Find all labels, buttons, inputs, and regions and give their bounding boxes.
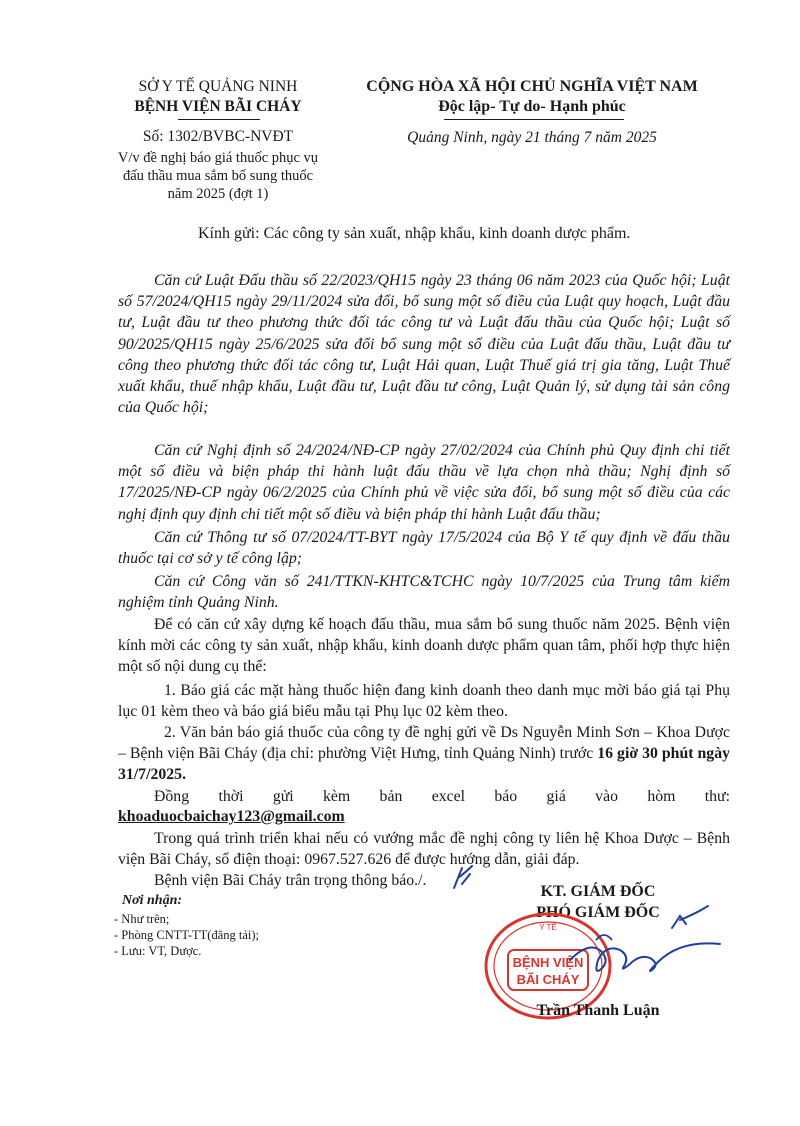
doc-number: Số: 1302/BVBC-NVĐT <box>142 128 294 145</box>
subject-line: năm 2025 (đợt 1) <box>167 186 269 202</box>
deadline: 16 giờ 30 phút ngày 31/7/2025. <box>118 745 730 784</box>
recipient-item: - Phòng CNTT-TT(đăng tải); <box>114 928 260 942</box>
signer-name: Trần Thanh Luận <box>536 1002 660 1019</box>
subject-line: V/v đề nghị báo giá thuốc phục vụ <box>117 150 319 166</box>
handwritten-signature-icon <box>560 900 730 980</box>
closing-line: Bệnh viện Bãi Cháy trân trọng thông báo./. <box>154 872 427 889</box>
country-name: CỘNG HÒA XÃ HỘI CHỦ NGHĨA VIỆT NAM <box>366 78 698 95</box>
doc-subject <box>100 149 336 203</box>
item-2-text: 2. Văn bản báo giá thuốc của công ty đề nghị gửi về Ds Nguyễn Minh Sơn – Khoa Dược – Bệnh viện Bãi Cháy (địa chỉ: phường Việt Hưng, tỉnh Quảng Ninh) trước <box>118 724 730 763</box>
recipient-item: - Như trên; <box>114 912 170 926</box>
email-link[interactable]: khoaduocbaichay123@gmail.com <box>118 808 345 825</box>
svg-text:Y TẾ: Y TẾ <box>539 923 557 932</box>
signature-role2: PHÓ GIÁM ĐỐC <box>536 904 660 921</box>
email-intro: Đồng thời gửi kèm bản excel báo giá vào hòm thư: <box>154 788 730 805</box>
legal-basis: Căn cứ Nghị định số 24/2024/NĐ-CP ngày 27/02/2024 của Chính phủ Quy định chi tiết một số điều và biện pháp thi hành luật đấu thầu về lựa chọn nhà thầu; Nghị định số 17/2025/NĐ-CP ngày 06/2/2025 của Chính phủ về việc sửa đổi, bổ sung một số điều của các nghị định quy định chi tiết một số điều và biện pháp thi hành Luật đấu thầu; <box>118 442 730 523</box>
header-left <box>100 77 336 117</box>
header-left-underline <box>178 119 260 120</box>
recipients-title: Nơi nhận: <box>122 893 183 908</box>
svg-text:BÃI CHÁY: BÃI CHÁY <box>516 972 580 987</box>
contact-paragraph: Trong quá trình triển khai nếu có vướng mắc đề nghị công ty liên hệ Khoa Dược – Bệnh viện Bãi Cháy, số điện thoại: 0967.527.626 để được hướng dẫn, giải đáp. <box>118 830 730 869</box>
recipients-list <box>114 911 259 959</box>
recipient-line: Kính gửi: Các công ty sản xuất, nhập khẩu, kinh doanh dược phẩm. <box>198 225 631 242</box>
item-2 <box>118 722 730 786</box>
legal-basis: Căn cứ Thông tư số 07/2024/TT-BYT ngày 17/5/2024 của Bộ Y tế quy định về đấu thầu thuốc tại cơ sở y tế công lập; <box>118 529 730 568</box>
hospital-name: BỆNH VIỆN BÃI CHÁY <box>134 98 302 115</box>
subject-line: đấu thầu mua sắm bổ sung thuốc <box>122 168 314 184</box>
legal-basis: Căn cứ Công văn số 241/TTKN-KHTC&TCHC ngày 10/7/2025 của Trung tâm kiểm nghiệm tỉnh Quảng Ninh. <box>118 573 730 612</box>
header-right-underline <box>444 119 624 120</box>
motto: Độc lập- Tự do- Hạnh phúc <box>438 98 626 115</box>
signature-role1: KT. GIÁM ĐỐC <box>540 883 656 900</box>
recipient-item: - Lưu: VT, Dược. <box>114 944 202 958</box>
initial-mark-icon <box>448 862 478 892</box>
department-name: SỞ Y TẾ QUẢNG NINH <box>138 78 298 95</box>
item-1: 1. Báo giá các mặt hàng thuốc hiện đang kinh doanh theo danh mục mời báo giá tại Phụ lục 01 kèm theo và báo giá biểu mẫu tại Phụ lục 02 kèm theo. <box>118 682 730 721</box>
svg-text:BỆNH VIỆN: BỆNH VIỆN <box>512 955 584 970</box>
intro-paragraph: Để có căn cứ xây dựng kế hoạch đấu thầu, mua sắm bổ sung thuốc năm 2025. Bệnh viện kính mời các công ty sản xuất, nhập khẩu, kinh doanh dược phẩm quan tâm, phối hợp thực hiện một số nội dung cụ thể: <box>118 616 730 676</box>
place-date: Quảng Ninh, ngày 21 tháng 7 năm 2025 <box>407 129 657 146</box>
legal-basis: Căn cứ Luật Đấu thầu số 22/2023/QH15 ngày 23 tháng 06 năm 2023 của Quốc hội; Luật số 57/2024/QH15 ngày 29/11/2024 sửa đổi, bổ sung một số điều của Luật quy hoạch, Luật đầu tư, Luật đầu tư theo phương thức đối tác công tư và Luật đấu thầu của Quốc hội; Luật số 90/2025/QH15 ngày 25/6/2025 sửa đổi bổ sung một số điều của Luật đấu thầu, Luật đầu tư công theo phương thức đối tác công tư, Luật Hải quan, Luật Thuế giá trị gia tăng, Luật Thuế xuất khẩu, thuế nhập khẩu, Luật đầu tư, Luật đầu tư công, Luật Quản lý, sử dụng tài sản công của Quốc hội; <box>118 272 730 417</box>
